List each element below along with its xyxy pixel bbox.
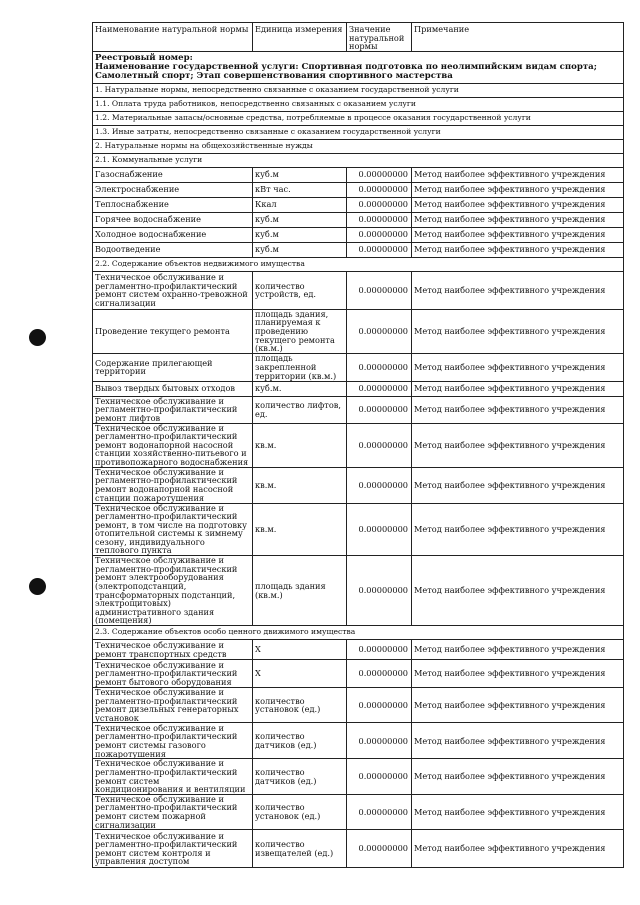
row-value-cell: 0.00000000	[347, 660, 412, 688]
row-name-cell: Теплоснабжение	[93, 197, 253, 212]
row-note-cell: Метод наиболее эффективного учреждения	[412, 660, 624, 688]
row-value-cell: 0.00000000	[347, 467, 412, 503]
section-row	[93, 257, 624, 271]
service-label: Наименование государственной услуги:	[95, 61, 299, 72]
row-name-cell: Вывоз твердых бытовых отходов	[93, 381, 253, 396]
table-header-row	[93, 23, 624, 52]
row-note-cell: Метод наиболее эффективного учреждения	[412, 423, 624, 467]
row-value-cell: 0.00000000	[347, 688, 412, 723]
row-name-cell: Техническое обслуживание и регламентно-профилактический ремонт лифтов	[93, 396, 253, 423]
table-row	[93, 353, 624, 381]
row-note-cell: Метод наиболее эффективного учреждения	[412, 794, 624, 829]
section-2-2: 2.2. Содержание объектов недвижимого имущества	[93, 257, 624, 271]
row-unit-cell: площадь здания (кв.м.)	[253, 556, 347, 626]
row-unit-cell: количество датчиков (ед.)	[253, 759, 347, 794]
row-unit-cell: количество датчиков (ед.)	[253, 723, 347, 759]
row-name-cell: Холодное водоснабжение	[93, 227, 253, 242]
row-name-cell: Техническое обслуживание и регламентно-профилактический ремонт дизельных генераторных установок	[93, 688, 253, 723]
section-row	[93, 153, 624, 167]
section-1-2: 1.2. Материальные запасы/основные средства, потребляемые в процессе оказания государственной услуги	[93, 111, 624, 125]
row-note-cell: Метод наиболее эффективного учреждения	[412, 723, 624, 759]
table-row	[93, 640, 624, 660]
row-value-cell: 0.00000000	[347, 759, 412, 794]
row-value-cell: 0.00000000	[347, 830, 412, 868]
row-name-cell: Техническое обслуживание и регламентно-профилактический ремонт электрооборудования (электроподстанций, трансформаторных подстанций, электрощитовых) административного здания (помещения)	[93, 556, 253, 626]
table-row	[93, 182, 624, 197]
section-2-3: 2.3. Содержание объектов особо ценного движимого имущества	[93, 626, 624, 640]
row-value-cell: 0.00000000	[347, 271, 412, 309]
row-unit-cell: количество извещателей (ед.)	[253, 830, 347, 868]
row-unit-cell: Х	[253, 640, 347, 660]
service-title-row	[93, 51, 624, 83]
section-row	[93, 97, 624, 111]
row-name-cell: Техническое обслуживание и регламентно-профилактический ремонт систем пожарной сигнализации	[93, 794, 253, 829]
section-1-1: 1.1. Оплата труда работников, непосредственно связанных с оказанием услуги	[93, 97, 624, 111]
table-row	[93, 503, 624, 556]
header-note: Примечание	[412, 23, 624, 52]
row-unit-cell: кв.м.	[253, 467, 347, 503]
service-name: Спортивная подготовка по неолимпийским видам спорта; Самолетный спорт; Этап совершенствования спортивного мастерства	[95, 61, 597, 81]
punch-hole-bottom	[29, 578, 46, 595]
section-2-1: 2.1. Коммунальные услуги	[93, 153, 624, 167]
table-row	[93, 688, 624, 723]
row-note-cell: Метод наиболее эффективного учреждения	[412, 167, 624, 182]
row-note-cell: Метод наиболее эффективного учреждения	[412, 242, 624, 257]
row-name-cell: Техническое обслуживание и регламентно-профилактический ремонт, в том числе на подготовку отопительной системы к зимнему сезону, индивидуального теплового пункта	[93, 503, 253, 556]
row-note-cell: Метод наиболее эффективного учреждения	[412, 381, 624, 396]
row-note-cell: Метод наиболее эффективного учреждения	[412, 503, 624, 556]
row-value-cell: 0.00000000	[347, 182, 412, 197]
table-row	[93, 467, 624, 503]
row-note-cell: Метод наиболее эффективного учреждения	[412, 556, 624, 626]
table-row	[93, 759, 624, 794]
row-unit-cell: куб.м	[253, 242, 347, 257]
row-value-cell: 0.00000000	[347, 556, 412, 626]
row-unit-cell: куб.м	[253, 227, 347, 242]
row-value-cell: 0.00000000	[347, 197, 412, 212]
row-value-cell: 0.00000000	[347, 503, 412, 556]
row-value-cell: 0.00000000	[347, 396, 412, 423]
row-name-cell: Техническое обслуживание и регламентно-профилактический ремонт системы газового пожаротушения	[93, 723, 253, 759]
row-value-cell: 0.00000000	[347, 723, 412, 759]
table-row	[93, 227, 624, 242]
row-unit-cell: куб.м.	[253, 381, 347, 396]
row-name-cell: Водоотведение	[93, 242, 253, 257]
section-row	[93, 125, 624, 139]
row-note-cell: Метод наиболее эффективного учреждения	[412, 227, 624, 242]
row-note-cell: Метод наиболее эффективного учреждения	[412, 830, 624, 868]
table-row	[93, 723, 624, 759]
row-name-cell: Проведение текущего ремонта	[93, 309, 253, 353]
section-2: 2. Натуральные нормы на общехозяйственные нужды	[93, 139, 624, 153]
row-name-cell: Газоснабжение	[93, 167, 253, 182]
row-name-cell: Техническое обслуживание и регламентно-профилактический ремонт систем охранно-тревожной сигнализации	[93, 271, 253, 309]
punch-hole-top	[29, 329, 46, 346]
service-line	[95, 63, 621, 81]
row-value-cell: 0.00000000	[347, 381, 412, 396]
table-row	[93, 212, 624, 227]
row-unit-cell: кв.м.	[253, 503, 347, 556]
row-note-cell: Метод наиболее эффективного учреждения	[412, 396, 624, 423]
row-unit-cell: количество лифтов, ед.	[253, 396, 347, 423]
row-note-cell: Метод наиболее эффективного учреждения	[412, 309, 624, 353]
row-name-cell: Техническое обслуживание и регламентно-профилактический ремонт водонапорной насосной станции пожаротушения	[93, 467, 253, 503]
section-row	[93, 83, 624, 97]
table-row	[93, 830, 624, 868]
table-row	[93, 381, 624, 396]
section-1-3: 1.3. Иные затраты, непосредственно связанные с оказанием государственной услуги	[93, 125, 624, 139]
section-row	[93, 111, 624, 125]
row-note-cell: Метод наиболее эффективного учреждения	[412, 353, 624, 381]
row-note-cell: Метод наиболее эффективного учреждения	[412, 640, 624, 660]
registry-label: Реестровый номер:	[95, 52, 193, 63]
row-name-cell: Содержание прилегающей территории	[93, 353, 253, 381]
table-row	[93, 309, 624, 353]
table-row	[93, 271, 624, 309]
row-value-cell: 0.00000000	[347, 212, 412, 227]
header-unit: Единица измерения	[253, 23, 347, 52]
row-note-cell: Метод наиболее эффективного учреждения	[412, 759, 624, 794]
table-row	[93, 556, 624, 626]
row-unit-cell: Ккал	[253, 197, 347, 212]
row-value-cell: 0.00000000	[347, 423, 412, 467]
row-name-cell: Электроснабжение	[93, 182, 253, 197]
row-value-cell: 0.00000000	[347, 242, 412, 257]
table-row	[93, 197, 624, 212]
row-name-cell: Техническое обслуживание и ремонт транспортных средств	[93, 640, 253, 660]
row-note-cell: Метод наиболее эффективного учреждения	[412, 271, 624, 309]
row-name-cell: Техническое обслуживание и регламентно-профилактический ремонт бытового оборудования	[93, 660, 253, 688]
row-value-cell: 0.00000000	[347, 353, 412, 381]
row-unit-cell: количество установок (ед.)	[253, 688, 347, 723]
table-row	[93, 660, 624, 688]
header-name: Наименование натуральной нормы	[93, 23, 253, 52]
row-unit-cell: количество устройств, ед.	[253, 271, 347, 309]
row-value-cell: 0.00000000	[347, 309, 412, 353]
row-value-cell: 0.00000000	[347, 167, 412, 182]
row-unit-cell: куб.м	[253, 212, 347, 227]
row-name-cell: Техническое обслуживание и регламентно-профилактический ремонт водонапорной насосной станции хозяйственно-питьевого и противопожарного водоснабжения	[93, 423, 253, 467]
row-unit-cell: кв.м.	[253, 423, 347, 467]
row-note-cell: Метод наиболее эффективного учреждения	[412, 182, 624, 197]
row-note-cell: Метод наиболее эффективного учреждения	[412, 688, 624, 723]
row-unit-cell: Х	[253, 660, 347, 688]
table-row	[93, 396, 624, 423]
row-note-cell: Метод наиболее эффективного учреждения	[412, 467, 624, 503]
service-title-cell	[93, 51, 624, 83]
table-row	[93, 423, 624, 467]
row-unit-cell: куб.м	[253, 167, 347, 182]
norms-document	[92, 22, 623, 868]
row-unit-cell: кВт час.	[253, 182, 347, 197]
row-value-cell: 0.00000000	[347, 640, 412, 660]
section-row	[93, 139, 624, 153]
section-row	[93, 626, 624, 640]
row-note-cell: Метод наиболее эффективного учреждения	[412, 212, 624, 227]
row-name-cell: Техническое обслуживание и регламентно-профилактический ремонт систем кондиционирования и вентиляции	[93, 759, 253, 794]
table-row	[93, 242, 624, 257]
row-name-cell: Техническое обслуживание и регламентно-профилактический ремонт систем контроля и управления доступом	[93, 830, 253, 868]
row-unit-cell: площадь закрепленной территории (кв.м.)	[253, 353, 347, 381]
section-1: 1. Натуральные нормы, непосредственно связанные с оказанием государственной услуги	[93, 83, 624, 97]
header-value: Значение натуральной нормы	[347, 23, 412, 52]
table-row	[93, 167, 624, 182]
row-unit-cell: площадь здания, планируемая к проведению текущего ремонта (кв.м.)	[253, 309, 347, 353]
row-value-cell: 0.00000000	[347, 227, 412, 242]
row-value-cell: 0.00000000	[347, 794, 412, 829]
row-name-cell: Горячее водоснабжение	[93, 212, 253, 227]
norms-table	[92, 22, 624, 868]
table-row	[93, 794, 624, 829]
row-unit-cell: количество установок (ед.)	[253, 794, 347, 829]
row-note-cell: Метод наиболее эффективного учреждения	[412, 197, 624, 212]
